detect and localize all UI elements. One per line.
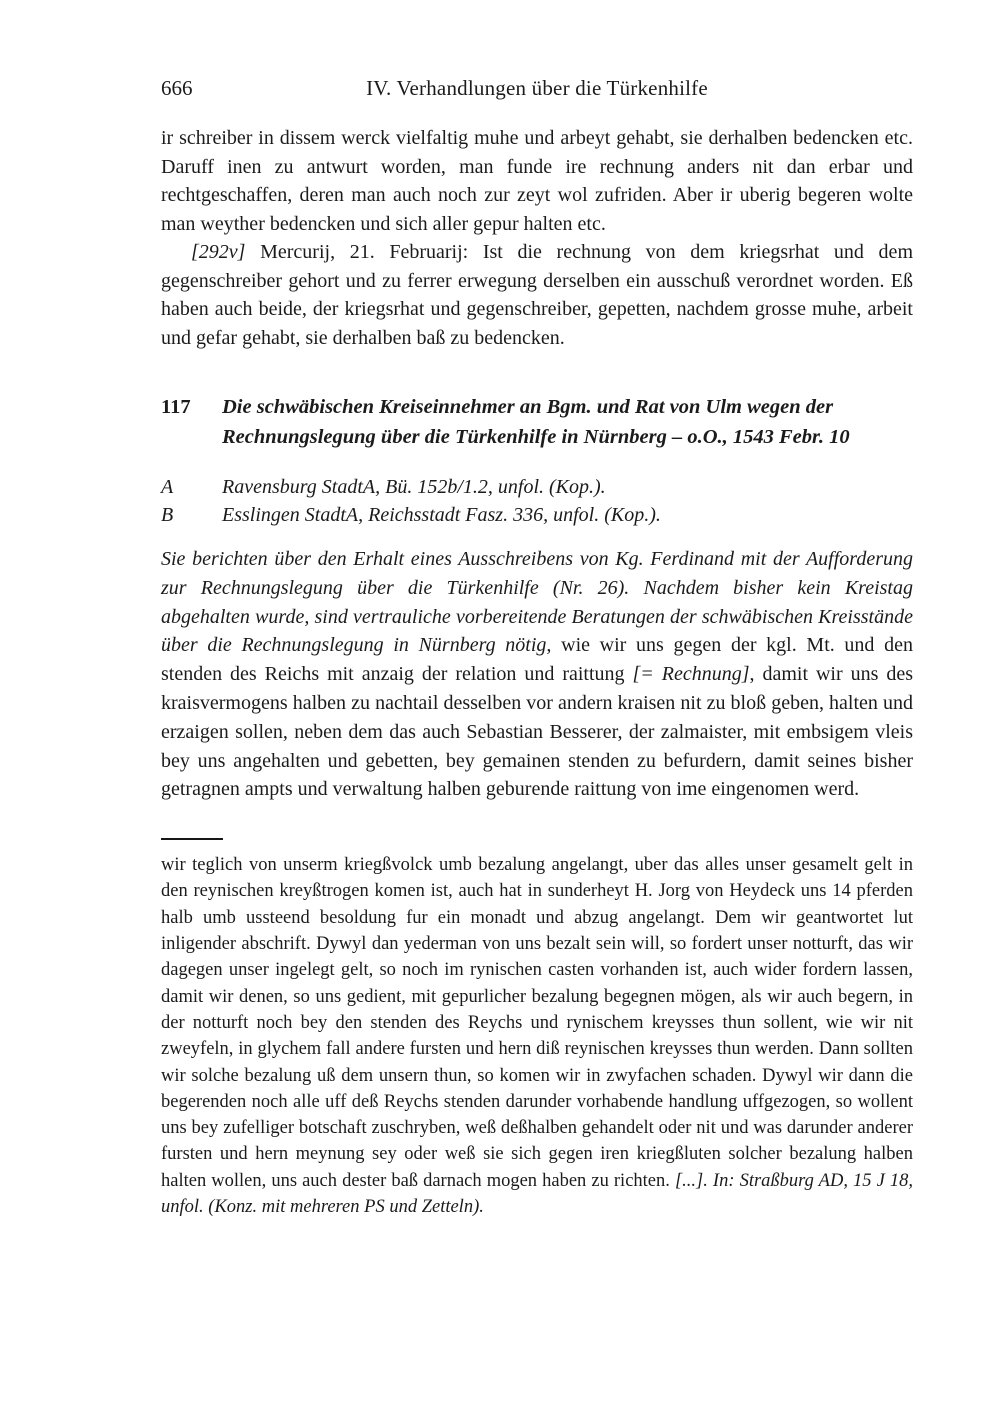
footnote: [161, 852, 913, 1220]
paragraph-continuation-text: ir schreiber in dissem werck vielfaltig muhe und arbeyt gehabt, sie derhalben bedencken etc. Daruff inen zu antwurt worden, man funde ire rechnung anders nit dan erbar und rechtgeschaffen, deren man auch noch zur zeyt wol zufriden. Aber ir uberig begeren wolte man weyther bedencken und sich aller gepur halten etc.: [161, 127, 913, 235]
summary-roman-part1: wie wir uns gegen der kgl. Mt. und den stenden des Reichs mit anzaig der relation und raittung: [161, 634, 913, 686]
page-number: 666: [161, 76, 193, 100]
source-reference-a: Ravensburg StadtA, Bü. 152b/1.2, unfol. (Kop.).: [222, 476, 606, 498]
page-header: [161, 76, 913, 102]
entry-title: Die schwäbischen Kreiseinnehmer an Bgm. und Rat von Ulm wegen der Rechnungslegung über die Türkenhilfe in Nürnberg – o.O., 1543 Febr. 10: [222, 396, 850, 448]
footnote-separator-rule: [161, 838, 223, 840]
source-row-a: [161, 474, 913, 502]
summary-roman-part2: , damit wir uns des kraisvermogens halben zu nachtail desselben vor andern kraisen nit zu bloß geben, halten und erzaigen sollen, neben dem das auch Sebastian Besserer, der zalmaister, mit embsigem vleis bey uns angehalten und gebetten, bey gemainen stenden zu befurdern, damit seines bisher getragnen ampts und verwaltung halben geburende raittung von ime eingenomen werd.: [161, 663, 914, 801]
running-title: IV. Verhandlungen über die Türkenhilfe: [366, 76, 708, 100]
source-siglum-b: B: [161, 503, 174, 526]
source-list: [161, 474, 913, 529]
paragraph-protocol-text: Mercurij, 21. Februarij: Ist die rechnung von dem kriegsrhat und dem gegenschreiber gehort und zu ferrer erwegung derselben ein ausschuß verordnet worden. Eß haben auch beide, der kriegsrhat und gegenschreiber, gepetten, nachdem grosse muhe, arbeit und gefar gehabt, sie derhalben baß zu bedencken.: [161, 241, 913, 349]
footnote-continuation-text: wir teglich von unserm kriegßvolck umb bezalung angelangt, uber das alles unser gesamelt gelt in den reynischen kreyßtrogen komen ist, auch hat in sunderheyt H. Jorg von Heydeck uns 14 pferden halb umb ussteend besoldung fur ein monadt und abzug angelangt. Dem wir geantwortet lut inligender abschrift. Dywyl dan yederman von uns bezalt sein will, so fordert unser notturft, das wir dagegen unser ingelegt gelt, so noch im rynischen casten vorhanden ist, auch wider fordern lassen, damit wir denen, so uns gedient, mit gepurlicher bezalung begegnen mögen, als wir auch begern, in der notturft noch bey den stenden des Reychs und rynischem kreysses thun sollent, wie wir nit zweyfeln, in glychem fall andere fursten und hern diß reynischen kreysses thun werden. Dann sollten wir solche bezalung uß dem unsern thun, so komen wir in zwyfachen schaden. Dywyl wir dann die begerenden noch alle uff deß Reychs stenden darunder vorhabende handlung uffgezogen, so wollent uns bey zufelliger botschaft zuschryben, weß deßhalben gehandelt oder nit und was darunder anderer fursten und hern meynung sey oder weß sie sich gegen iren kriegßluten solcher bezalung halben halten wollen, uns auch dester baß darnach mogen haben zu richten.: [161, 855, 913, 1191]
paragraph-continuation: [161, 124, 913, 238]
summary-editorial-gloss: [= Rechnung]: [632, 663, 750, 686]
footnote-block: [161, 838, 913, 1220]
footnote-source-citation: [...]. In: Straßburg AD, 15 J 18, unfol. (Konz. mit mehreren PS und Zetteln).: [161, 1170, 913, 1218]
entry-number: 117: [161, 396, 191, 418]
entry-summary: [161, 545, 913, 804]
source-row-b: [161, 502, 913, 530]
summary-italic-lead: Sie berichten über den Erhalt eines Ausschreibens von Kg. Ferdinand mit der Aufforderung zur Rechnungslegung über die Türkenhilfe (Nr. 26). Nachdem bisher kein Kreistag abgehalten wurde, sind vertrauliche vorbereitende Beratungen der schwäbischen Kreisstände über die Rechnungslegung in Nürnberg nötig,: [161, 548, 913, 657]
entry-heading: [161, 392, 913, 452]
source-siglum-a: A: [161, 476, 174, 498]
paragraph-protocol: [161, 238, 913, 352]
folio-marker: [292v]: [191, 241, 261, 263]
text-block: [161, 76, 913, 1220]
source-reference-b: Esslingen StadtA, Reichsstadt Fasz. 336, unfol. (Kop.).: [222, 503, 661, 526]
